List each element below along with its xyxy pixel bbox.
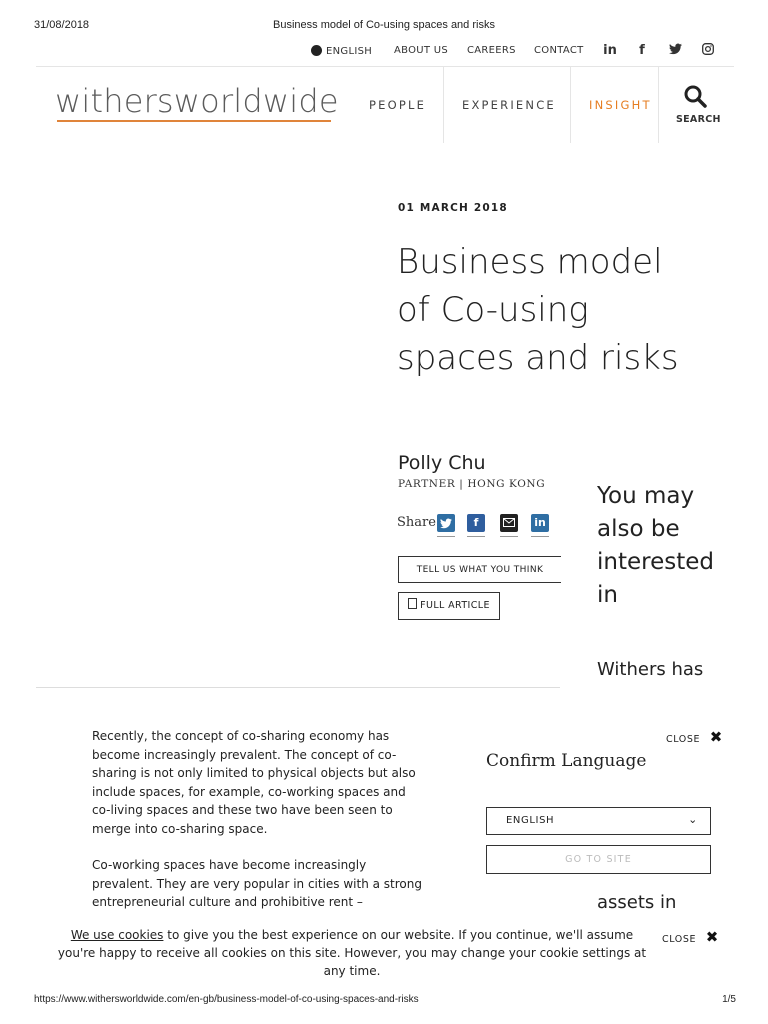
facebook-icon[interactable]: f [467, 514, 485, 532]
language-label: ENGLISH [326, 46, 373, 57]
related-heading: You may also be interested in [597, 483, 714, 608]
contact-link[interactable]: CONTACT [534, 45, 584, 56]
about-us-link[interactable]: ABOUT US [394, 45, 449, 56]
cookie-message-text: to give you the best experience on our website. If you continue, we'll assume you're happy to receive all cookies on this site. However, you may change your cookie settings at any time. [57, 928, 647, 978]
nav-divider [570, 67, 571, 143]
linkedin-icon[interactable]: in [603, 43, 617, 58]
twitter-icon[interactable] [667, 43, 683, 59]
article-date: 01 MARCH 2018 [398, 202, 508, 214]
pdf-icon [408, 598, 417, 609]
search-label[interactable]: SEARCH [676, 114, 721, 125]
feedback-button[interactable]: TELL US WHAT YOU THINK [398, 556, 561, 583]
close-icon: ✖ [705, 928, 719, 946]
linkedin-icon[interactable]: in [531, 514, 549, 532]
close-label: CLOSE [662, 934, 697, 945]
cookie-message [52, 926, 652, 980]
cookie-close-button[interactable] [662, 928, 719, 946]
related-item-text-continued[interactable]: assets in [597, 892, 677, 913]
full-article-label: FULL ARTICLE [420, 600, 490, 611]
search-icon[interactable] [683, 84, 705, 106]
full-article-button[interactable] [398, 592, 500, 620]
site-logo[interactable]: withersworldwide [55, 82, 339, 120]
chevron-down-icon: ⌄ [688, 813, 698, 826]
author-role: PARTNER | HONG KONG [398, 478, 546, 490]
instagram-icon[interactable] [700, 43, 716, 59]
nav-people[interactable]: PEOPLE [369, 98, 427, 112]
close-icon: ✖ [709, 728, 723, 746]
careers-link[interactable]: CAREERS [467, 45, 516, 56]
print-document-title: Business model of Co-using spaces and risks [273, 19, 495, 31]
close-label: CLOSE [666, 734, 701, 745]
nav-experience[interactable]: EXPERIENCE [462, 98, 556, 112]
language-modal-title: Confirm Language [486, 751, 647, 771]
nav-insight[interactable]: INSIGHT [589, 98, 652, 112]
nav-divider [658, 67, 659, 143]
section-divider [36, 687, 560, 688]
print-date: 31/08/2018 [34, 19, 90, 31]
related-item-text[interactable]: Withers has [597, 659, 704, 680]
language-select-value: ENGLISH [506, 815, 555, 826]
article-title: Business model of Co-using spaces and risks [397, 242, 679, 378]
facebook-icon[interactable]: f [639, 43, 645, 58]
nav-divider [443, 67, 444, 143]
article-paragraph: Co-working spaces have become increasingly prevalent. They are very popular in cities with a strong entrepreneurial culture and prohibitive rent – [92, 858, 422, 909]
globe-icon [311, 45, 322, 56]
twitter-icon[interactable] [437, 514, 455, 532]
print-page-number: 1/5 [722, 994, 736, 1005]
language-select[interactable] [486, 807, 711, 835]
header-divider [36, 66, 734, 67]
print-url: https://www.withersworldwide.com/en-gb/business-model-of-co-using-spaces-and-risks [34, 994, 419, 1005]
cookie-policy-link[interactable]: We use cookies [70, 928, 164, 942]
article-paragraph: Recently, the concept of co-sharing economy has become increasingly prevalent. The concept of co-sharing is not only limited to physical objects but also include spaces, for example, co-working spaces and co-living spaces and these two have been seen to merge into co-sharing space. [92, 729, 416, 836]
language-close-button[interactable] [666, 728, 723, 746]
language-link[interactable] [311, 45, 372, 61]
author-name[interactable]: Polly Chu [398, 452, 486, 474]
email-icon[interactable] [500, 514, 518, 532]
go-to-site-button[interactable]: GO TO SITE [486, 845, 711, 874]
logo-underline [57, 120, 331, 122]
share-label: Share [397, 515, 436, 530]
